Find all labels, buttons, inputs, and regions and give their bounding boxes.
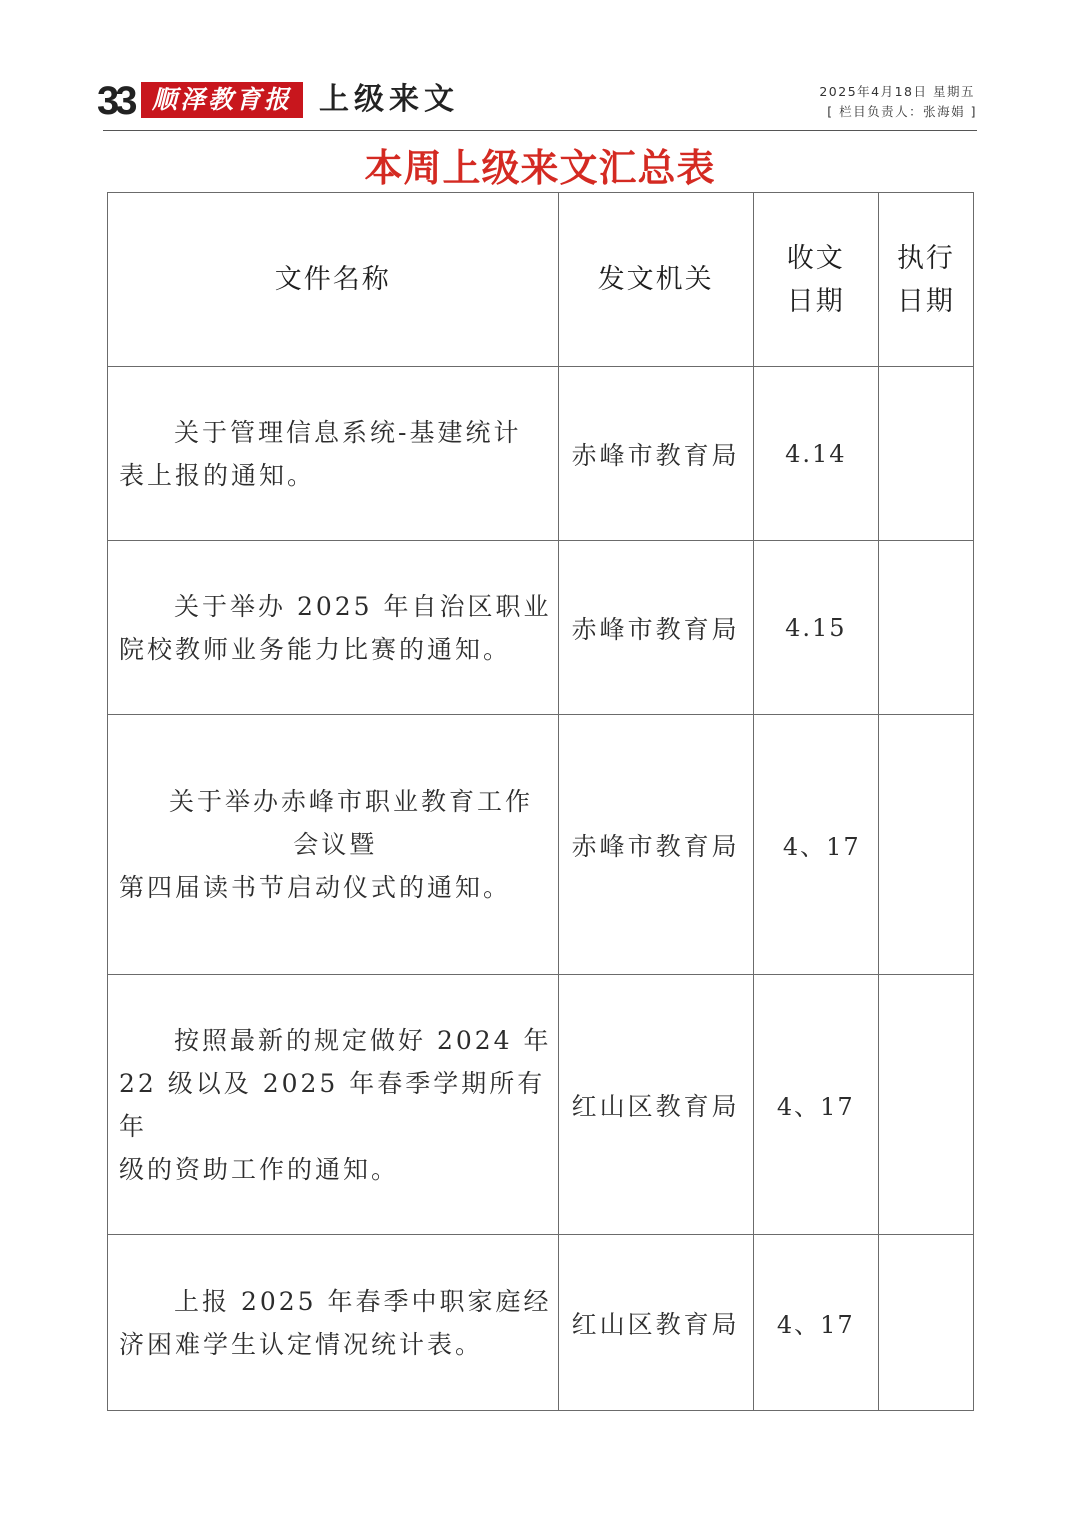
file-name-cell xyxy=(108,541,559,715)
file-name-line: 上报 2025 年春季中职家庭经 xyxy=(174,1286,552,1316)
file-name-cell xyxy=(108,715,559,975)
masthead xyxy=(97,78,977,124)
table-row xyxy=(108,715,974,975)
file-name-cell xyxy=(108,367,559,541)
file-name-cell xyxy=(108,1235,559,1411)
executed-date-cell xyxy=(878,715,973,975)
file-name-line: 关于举办 2025 年自治区职业 xyxy=(174,591,552,621)
file-name-line: 关于举办赤峰市职业教育工作 xyxy=(169,787,534,816)
header-executed-date xyxy=(878,193,973,367)
masthead-divider xyxy=(103,130,977,131)
file-name-line: 22 级以及 2025 年春季学期所有年 xyxy=(119,1068,546,1141)
received-date-cell: 4.15 xyxy=(753,541,878,715)
issuer-cell: 赤峰市教育局 xyxy=(558,715,753,975)
issue-date: 2025年4月18日 星期五 xyxy=(819,84,975,99)
column-editor: [ 栏目负责人：张海娟 ] xyxy=(827,104,977,119)
received-date-cell: 4.14 xyxy=(753,367,878,541)
issuer-cell: 红山区教育局 xyxy=(558,975,753,1235)
issuer-cell: 赤峰市教育局 xyxy=(558,541,753,715)
section-title: 上级来文 xyxy=(319,82,459,117)
file-name-line: 院校教师业务能力比赛的通知。 xyxy=(119,634,512,664)
newspaper-logo: 顺泽教育报 xyxy=(141,82,303,118)
header-executed-line1: 执行 xyxy=(896,242,955,274)
issuer-cell: 赤峰市教育局 xyxy=(558,367,753,541)
header-issuer: 发文机关 xyxy=(558,193,753,367)
file-name-line: 表上报的通知。 xyxy=(119,460,316,490)
executed-date-cell xyxy=(878,367,973,541)
table-row xyxy=(108,975,974,1235)
received-date-cell: 4、17 xyxy=(753,1235,878,1411)
executed-date-cell xyxy=(878,1235,973,1411)
table-header-row xyxy=(108,193,974,367)
header-file-name: 文件名称 xyxy=(108,193,559,367)
table-row xyxy=(108,541,974,715)
file-name-line: 会议暨 xyxy=(293,830,378,859)
documents-table xyxy=(107,192,974,1411)
executed-date-cell xyxy=(878,541,973,715)
header-received-line1: 收文 xyxy=(786,242,845,274)
table-row xyxy=(108,367,974,541)
file-name-line: 济困难学生认定情况统计表。 xyxy=(119,1329,484,1359)
page-title: 本周上级来文汇总表 xyxy=(364,145,716,190)
header-received-date xyxy=(753,193,878,367)
received-date-cell: 4、17 xyxy=(753,715,878,975)
page-number: 33 xyxy=(97,79,134,123)
file-name-line: 关于管理信息系统-基建统计 xyxy=(174,417,522,447)
issuer-cell: 红山区教育局 xyxy=(558,1235,753,1411)
file-name-line: 级的资助工作的通知。 xyxy=(119,1154,400,1184)
header-received-line2: 日期 xyxy=(786,285,845,317)
header-executed-line2: 日期 xyxy=(896,285,955,317)
file-name-line: 按照最新的规定做好 2024 年 xyxy=(174,1025,552,1055)
file-name-cell xyxy=(108,975,559,1235)
executed-date-cell xyxy=(878,975,973,1235)
received-date-cell: 4、17 xyxy=(753,975,878,1235)
file-name-line: 第四届读书节启动仪式的通知。 xyxy=(119,873,512,902)
table-row xyxy=(108,1235,974,1411)
